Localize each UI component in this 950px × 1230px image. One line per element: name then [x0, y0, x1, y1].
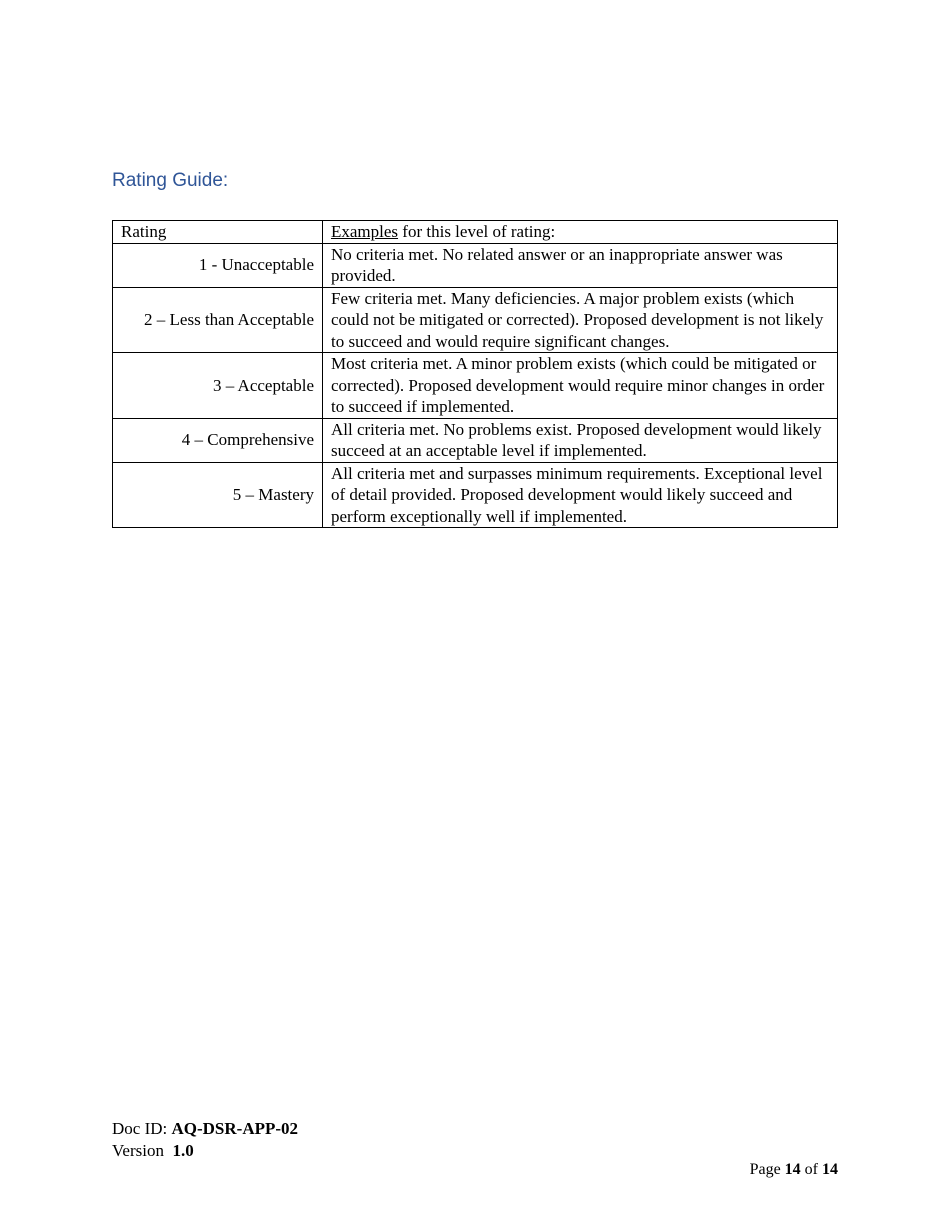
page-label: Page	[749, 1161, 785, 1178]
page-current: 14	[784, 1161, 801, 1178]
rating-description: All criteria met and surpasses minimum requirements. Exceptional level of detail provided. Proposed development would likely succeed and perform exceptionally well if implemented.	[323, 462, 838, 528]
rating-description: No criteria met. No related answer or an inappropriate answer was provided.	[323, 243, 838, 287]
doc-id-value: AQ-DSR-APP-02	[171, 1119, 299, 1138]
rating-level: 3 – Acceptable	[113, 353, 323, 419]
header-examples-underlined: Examples	[331, 222, 399, 241]
table-header-row	[113, 221, 838, 244]
table-row	[113, 418, 838, 462]
header-examples-rest: for this level of rating:	[398, 222, 556, 241]
doc-id-line	[112, 1118, 298, 1140]
table-row	[113, 287, 838, 353]
version-value: 1.0	[172, 1141, 194, 1160]
rating-level: 5 – Mastery	[113, 462, 323, 528]
table-row	[113, 462, 838, 528]
page-total: 14	[822, 1161, 838, 1178]
rating-level: 2 – Less than Acceptable	[113, 287, 323, 353]
rating-description: Most criteria met. A minor problem exists (which could be mitigated or corrected). Proposed development would require minor changes in order to succeed if implemented.	[323, 353, 838, 419]
header-examples	[323, 221, 838, 244]
page-number	[750, 1161, 838, 1179]
rating-description: All criteria met. No problems exist. Proposed development would likely succeed at an acceptable level if implemented.	[323, 418, 838, 462]
table-row	[113, 353, 838, 419]
rating-level: 4 – Comprehensive	[113, 418, 323, 462]
version-line	[112, 1140, 298, 1162]
page-of: of	[800, 1161, 822, 1178]
section-heading: Rating Guide:	[112, 170, 229, 191]
table-row	[113, 243, 838, 287]
rating-level: 1 - Unacceptable	[113, 243, 323, 287]
version-label: Version	[112, 1141, 173, 1160]
doc-id-label: Doc ID:	[112, 1119, 172, 1138]
header-rating: Rating	[113, 221, 323, 244]
document-footer	[112, 1118, 298, 1162]
rating-guide-table	[112, 220, 838, 528]
rating-description: Few criteria met. Many deficiencies. A major problem exists (which could not be mitigated or corrected). Proposed development is not likely to succeed and would require significant changes.	[323, 287, 838, 353]
